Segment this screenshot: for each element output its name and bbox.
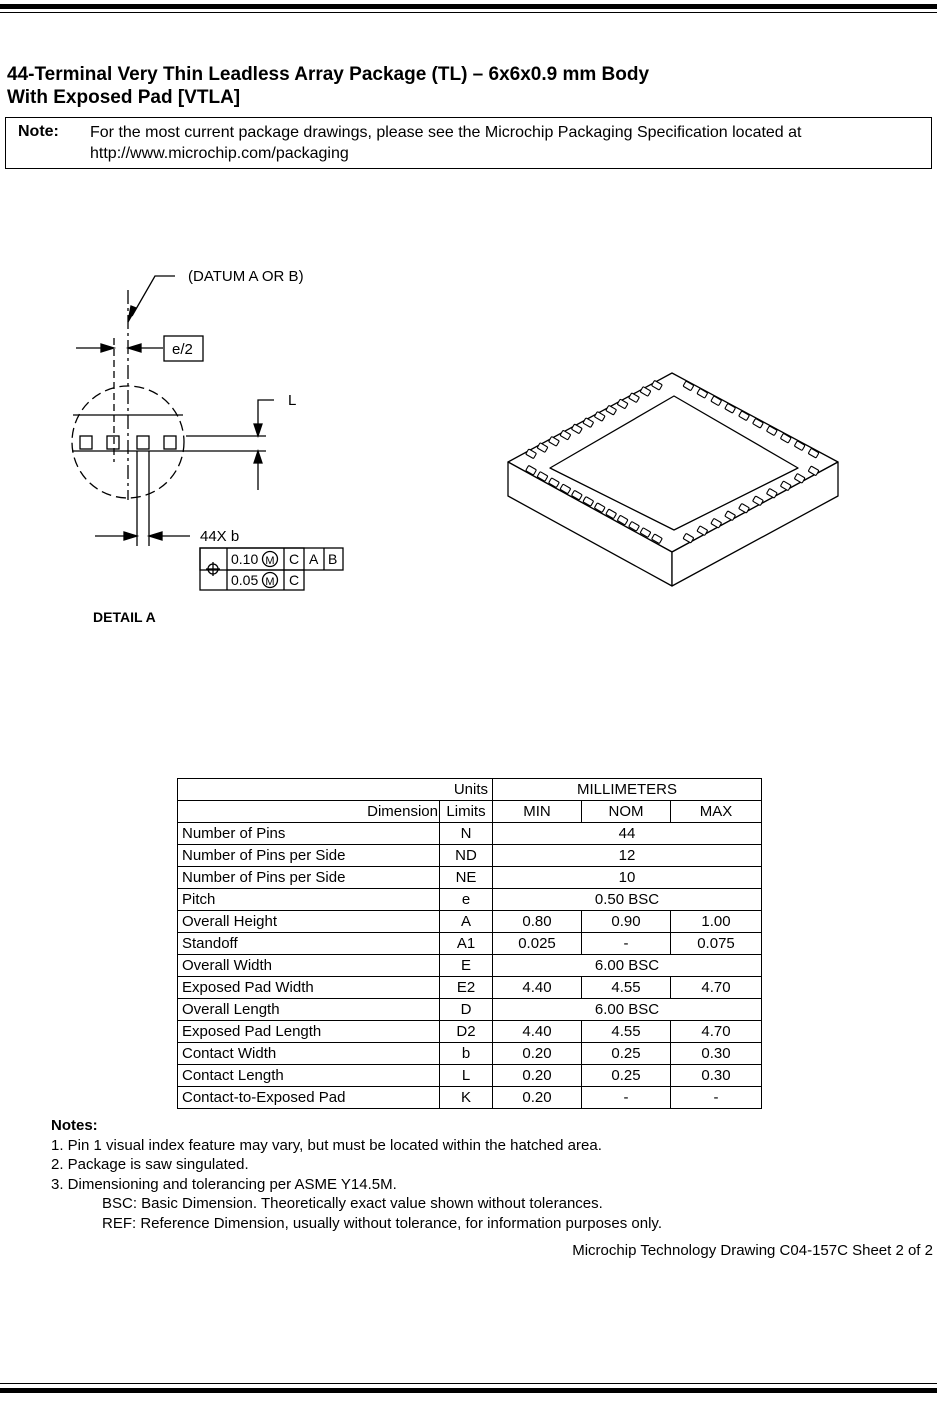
dimension-nom: 0.25: [582, 1043, 671, 1065]
dimension-symbol: E2: [440, 977, 493, 999]
dimension-min: 0.025: [493, 933, 582, 955]
table-row: [178, 977, 762, 999]
b-label: 44X b: [200, 528, 240, 545]
min-header: MIN: [493, 801, 582, 823]
dimension-name: Number of Pins per Side: [178, 867, 440, 889]
dimension-value: 44: [493, 823, 762, 845]
table-header-units-row: [178, 779, 762, 801]
table-row: [178, 867, 762, 889]
dimension-value: 0.50 BSC: [493, 889, 762, 911]
dimension-name: Exposed Pad Length: [178, 1021, 440, 1043]
dimension-name: Number of Pins: [178, 823, 440, 845]
table-row: [178, 955, 762, 977]
note-line-1: For the most current package drawings, please see the Microchip Packaging Specification located at: [90, 124, 802, 141]
dimension-symbol: A: [440, 911, 493, 933]
units-value: MILLIMETERS: [493, 779, 762, 801]
note-text: [90, 122, 802, 164]
dimension-symbol: N: [440, 823, 493, 845]
title-line-1: 44-Terminal Very Thin Leadless Array Package (TL) – 6x6x0.9 mm Body: [7, 64, 650, 85]
dimension-min: 4.40: [493, 977, 582, 999]
bottom-rule-thick: [0, 1388, 937, 1393]
limits-label: Limits: [440, 801, 493, 823]
note-line-2: http://www.microchip.com/packaging: [90, 145, 349, 162]
table-row: [178, 845, 762, 867]
datum-ref-b: B: [328, 551, 338, 567]
dimension-max: 0.30: [671, 1043, 762, 1065]
tolerance-value-2: 0.05: [231, 572, 259, 588]
note-sub-ref: REF: Reference Dimension, usually without tolerance, for information purposes only.: [102, 1214, 662, 1232]
dimension-max: -: [671, 1087, 762, 1109]
dimension-symbol: K: [440, 1087, 493, 1109]
title-line-2: With Exposed Pad [VTLA]: [7, 87, 241, 108]
page-title: [7, 63, 649, 109]
package-drawing: [0, 240, 937, 640]
dimension-min: 0.20: [493, 1087, 582, 1109]
dimension-value: 12: [493, 845, 762, 867]
dimension-nom: -: [582, 933, 671, 955]
max-header: MAX: [671, 801, 762, 823]
note-sub-bsc: BSC: Basic Dimension. Theoretically exact value shown without tolerances.: [102, 1195, 603, 1212]
dimension-value: 6.00 BSC: [493, 999, 762, 1021]
e-half-label: e/2: [172, 341, 193, 358]
table-header-limits-row: [178, 801, 762, 823]
dimension-symbol: L: [440, 1065, 493, 1087]
dimension-min: 0.20: [493, 1065, 582, 1087]
top-rule-thin: [0, 12, 937, 13]
dimension-nom: 4.55: [582, 977, 671, 999]
units-label: Units: [178, 779, 493, 801]
note-label: Note:: [18, 123, 59, 140]
dimension-nom: -: [582, 1087, 671, 1109]
dimension-label: Dimension: [178, 801, 440, 823]
dimension-name: Overall Length: [178, 999, 440, 1021]
dimension-min: 0.80: [493, 911, 582, 933]
dimension-symbol: E: [440, 955, 493, 977]
dimension-nom: 0.90: [582, 911, 671, 933]
drawing-footer: Microchip Technology Drawing C04-157C Sheet 2 of 2: [572, 1242, 933, 1259]
table-row: [178, 999, 762, 1021]
table-row: [178, 889, 762, 911]
modifier-m-2: M: [265, 576, 275, 588]
modifier-m-1: M: [265, 555, 275, 567]
dimension-max: 1.00: [671, 911, 762, 933]
dimension-max: 0.075: [671, 933, 762, 955]
dimension-name: Contact Width: [178, 1043, 440, 1065]
table-row: [178, 1065, 762, 1087]
datum-ref-c-1: C: [289, 551, 300, 567]
dimension-min: 0.20: [493, 1043, 582, 1065]
dimension-symbol: ND: [440, 845, 493, 867]
dimension-symbol: D: [440, 999, 493, 1021]
dimension-name: Standoff: [178, 933, 440, 955]
datum-label: (DATUM A OR B): [188, 268, 304, 285]
dimension-name: Number of Pins per Side: [178, 845, 440, 867]
table-row: [178, 911, 762, 933]
notes-heading: Notes:: [51, 1117, 98, 1134]
top-rule-thick: [0, 4, 937, 9]
note-item-1: 1. Pin 1 visual index feature may vary, but must be located within the hatched area.: [51, 1136, 602, 1154]
dimension-symbol: b: [440, 1043, 493, 1065]
dimension-symbol: NE: [440, 867, 493, 889]
dimension-name: Overall Height: [178, 911, 440, 933]
datum-ref-c-2: C: [289, 572, 300, 588]
dimension-symbol: D2: [440, 1021, 493, 1043]
dimension-name: Contact-to-Exposed Pad: [178, 1087, 440, 1109]
dimension-max: 0.30: [671, 1065, 762, 1087]
dimension-value: 10: [493, 867, 762, 889]
notes-section: [51, 1116, 662, 1233]
tolerance-value-1: 0.10: [231, 551, 259, 567]
dimension-min: 4.40: [493, 1021, 582, 1043]
dimension-name: Exposed Pad Width: [178, 977, 440, 999]
datum-ref-a: A: [309, 551, 319, 567]
table-row: [178, 1087, 762, 1109]
table-row: [178, 823, 762, 845]
package-isometric-view: [508, 373, 838, 586]
dimension-max: 4.70: [671, 977, 762, 999]
nom-header: NOM: [582, 801, 671, 823]
table-row: [178, 933, 762, 955]
detail-caption: DETAIL A: [93, 609, 156, 625]
dimension-symbol: A1: [440, 933, 493, 955]
dimensions-table: [177, 778, 762, 1109]
dimension-name: Overall Width: [178, 955, 440, 977]
dimension-symbol: e: [440, 889, 493, 911]
dimension-max: 4.70: [671, 1021, 762, 1043]
dimension-nom: 0.25: [582, 1065, 671, 1087]
note-item-2: 2. Package is saw singulated.: [51, 1156, 249, 1173]
note-box: [5, 117, 932, 169]
table-row: [178, 1043, 762, 1065]
table-row: [178, 1021, 762, 1043]
l-label: L: [288, 392, 297, 409]
note-item-3: 3. Dimensioning and tolerancing per ASME Y14.5M.: [51, 1175, 397, 1193]
dimension-name: Contact Length: [178, 1065, 440, 1087]
dimension-name: Pitch: [178, 889, 440, 911]
dimension-value: 6.00 BSC: [493, 955, 762, 977]
bottom-rule-thin: [0, 1383, 937, 1384]
dimension-nom: 4.55: [582, 1021, 671, 1043]
